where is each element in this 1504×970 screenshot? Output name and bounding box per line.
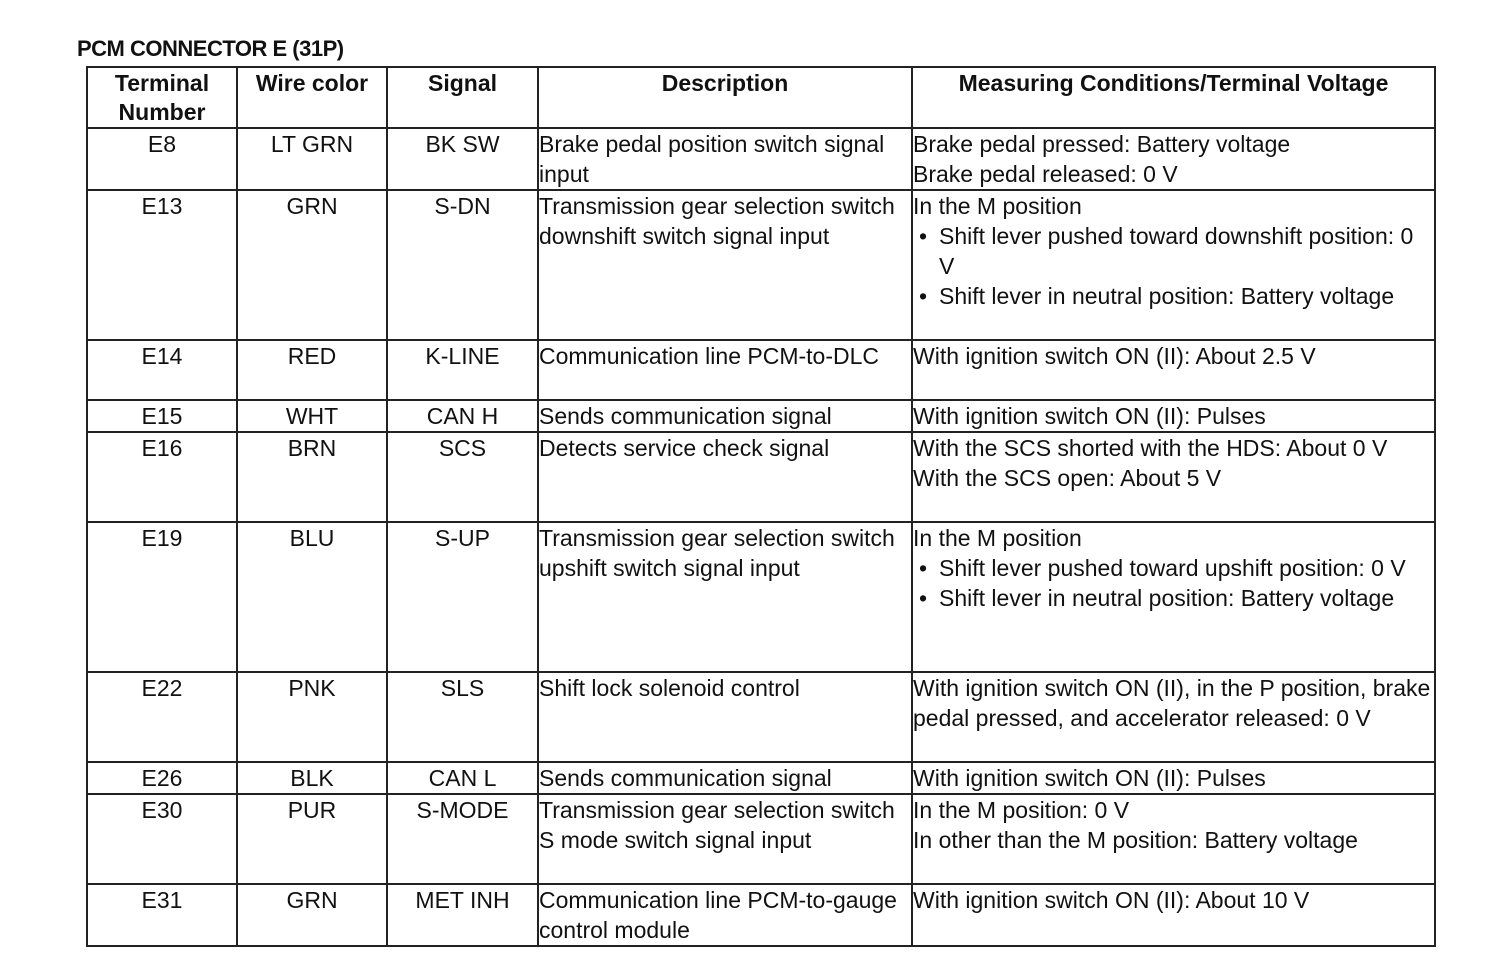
wire-color-cell: WHT: [237, 400, 387, 432]
measuring-cell: [912, 522, 1435, 672]
measuring-cell: With ignition switch ON (II): About 10 V: [912, 884, 1435, 946]
wire-color-cell: BLK: [237, 762, 387, 794]
table-row: [87, 432, 1435, 522]
measuring-line: In the M position: [913, 525, 1082, 551]
bullet-icon: •: [919, 223, 928, 249]
description-cell: Sends communication signal: [538, 400, 912, 432]
signal-cell: CAN L: [387, 762, 538, 794]
col-header-measuring: Measuring Conditions/Terminal Voltage: [912, 67, 1435, 128]
measuring-line: Brake pedal pressed: Battery voltage: [913, 131, 1291, 157]
signal-cell: SLS: [387, 672, 538, 762]
signal-cell: BK SW: [387, 128, 538, 190]
measuring-line: Brake pedal released: 0 V: [913, 161, 1178, 187]
terminal-cell: E30: [87, 794, 237, 884]
terminal-cell: E22: [87, 672, 237, 762]
terminal-cell: E14: [87, 340, 237, 400]
table-row: [87, 884, 1435, 946]
description-cell: Transmission gear selection switch S mode switch signal input: [538, 794, 912, 884]
terminal-cell: E31: [87, 884, 237, 946]
description-cell: Communication line PCM-to-DLC: [538, 340, 912, 400]
description-cell: Detects service check signal: [538, 432, 912, 522]
signal-cell: S-UP: [387, 522, 538, 672]
bullet-icon: •: [919, 283, 928, 309]
table-row: [87, 400, 1435, 432]
col-header-terminal-line2: Number: [118, 99, 206, 125]
terminal-cell: E15: [87, 400, 237, 432]
description-cell: Sends communication signal: [538, 762, 912, 794]
bullet-text: Shift lever in neutral position: Battery voltage: [939, 585, 1395, 611]
bullet-item: [913, 221, 1434, 281]
terminal-cell: E19: [87, 522, 237, 672]
col-header-terminal-line1: Terminal: [114, 70, 210, 96]
measuring-cell: With ignition switch ON (II), in the P position, brake pedal pressed, and accelerator released: 0 V: [912, 672, 1435, 762]
table-row: [87, 522, 1435, 672]
signal-cell: S-MODE: [387, 794, 538, 884]
bullet-text: Shift lever in neutral position: Battery voltage: [939, 283, 1395, 309]
measuring-line: With the SCS shorted with the HDS: About 0 V: [913, 435, 1388, 461]
bullet-item: [913, 553, 1434, 583]
description-cell: Communication line PCM-to-gauge control module: [538, 884, 912, 946]
bullet-text: Shift lever pushed toward downshift position: 0 V: [939, 223, 1414, 279]
table-row: [87, 340, 1435, 400]
signal-cell: K-LINE: [387, 340, 538, 400]
measuring-line: In the M position: [913, 193, 1082, 219]
description-cell: Shift lock solenoid control: [538, 672, 912, 762]
bullet-icon: •: [919, 585, 928, 611]
bullet-item: [913, 583, 1434, 613]
signal-cell: SCS: [387, 432, 538, 522]
measuring-line: In other than the M position: Battery voltage: [913, 827, 1358, 853]
table-row: [87, 794, 1435, 884]
terminal-cell: E16: [87, 432, 237, 522]
col-header-signal: Signal: [387, 67, 538, 128]
col-header-wire-color: Wire color: [237, 67, 387, 128]
wire-color-cell: PNK: [237, 672, 387, 762]
wire-color-cell: RED: [237, 340, 387, 400]
wire-color-cell: LT GRN: [237, 128, 387, 190]
signal-cell: MET INH: [387, 884, 538, 946]
measuring-cell: [912, 190, 1435, 340]
table-row: [87, 672, 1435, 762]
pcm-connector-table: [86, 66, 1436, 947]
terminal-cell: E13: [87, 190, 237, 340]
measuring-cell: With ignition switch ON (II): Pulses: [912, 762, 1435, 794]
terminal-cell: E8: [87, 128, 237, 190]
wire-color-cell: BLU: [237, 522, 387, 672]
signal-cell: S-DN: [387, 190, 538, 340]
wire-color-cell: BRN: [237, 432, 387, 522]
page-title: PCM CONNECTOR E (31P): [77, 36, 344, 61]
wire-color-cell: GRN: [237, 190, 387, 340]
terminal-cell: E26: [87, 762, 237, 794]
table-header-row: [87, 67, 1435, 128]
bullet-item: [913, 281, 1434, 311]
description-cell: Brake pedal position switch signal input: [538, 128, 912, 190]
wire-color-cell: PUR: [237, 794, 387, 884]
bullet-icon: •: [919, 555, 928, 581]
measuring-cell: With ignition switch ON (II): Pulses: [912, 400, 1435, 432]
measuring-cell: [912, 794, 1435, 884]
measuring-line: With the SCS open: About 5 V: [913, 465, 1222, 491]
table-row: [87, 190, 1435, 340]
bullet-text: Shift lever pushed toward upshift position: 0 V: [939, 555, 1406, 581]
description-cell: Transmission gear selection switch upshift switch signal input: [538, 522, 912, 672]
col-header-description: Description: [538, 67, 912, 128]
wire-color-cell: GRN: [237, 884, 387, 946]
col-header-terminal: [87, 67, 237, 128]
measuring-line: In the M position: 0 V: [913, 797, 1130, 823]
signal-cell: CAN H: [387, 400, 538, 432]
description-cell: Transmission gear selection switch downshift switch signal input: [538, 190, 912, 340]
measuring-cell: With ignition switch ON (II): About 2.5 V: [912, 340, 1435, 400]
table-row: [87, 762, 1435, 794]
table-row: [87, 128, 1435, 190]
measuring-cell: [912, 432, 1435, 522]
measuring-cell: [912, 128, 1435, 190]
